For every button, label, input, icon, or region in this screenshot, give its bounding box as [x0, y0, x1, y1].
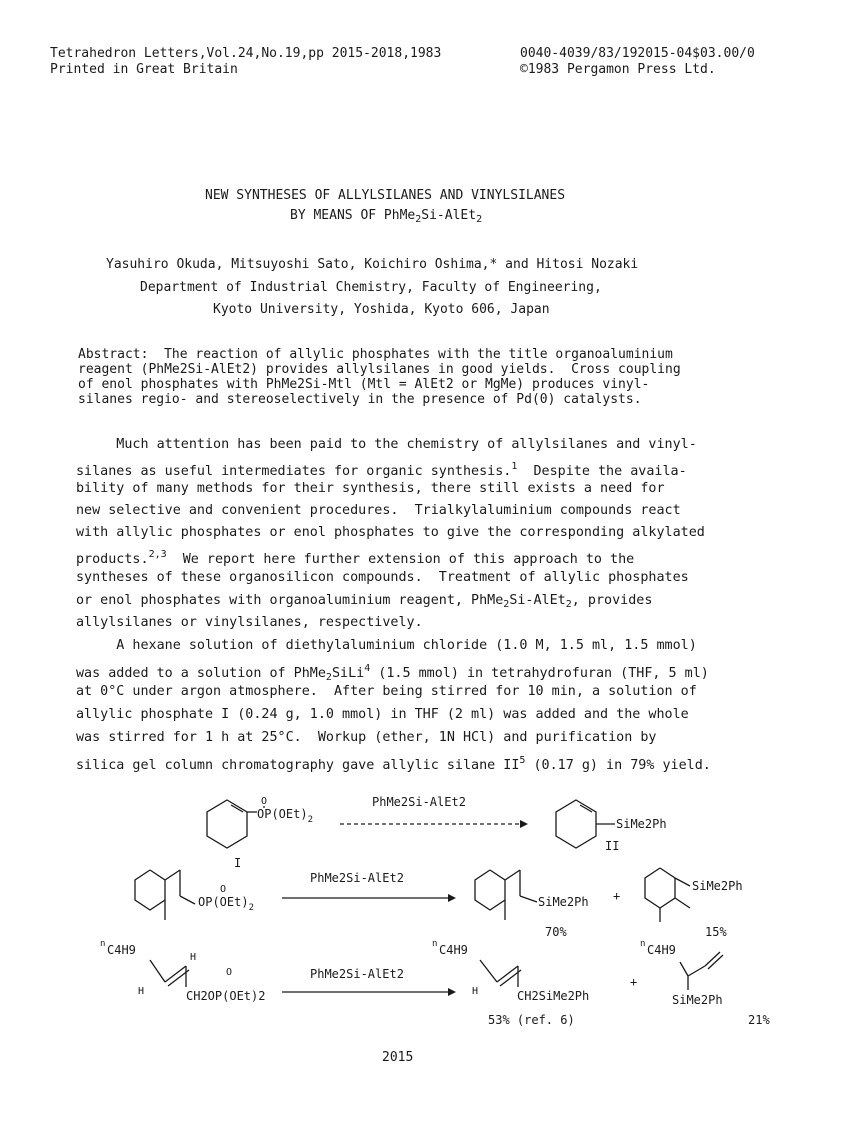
oxo-label: O — [220, 884, 227, 895]
butyl-group: C4H9 — [647, 943, 676, 957]
hydrogen-label: H — [472, 986, 479, 997]
cyclohexene-ring — [556, 800, 596, 848]
body-line: allylsilanes or vinylsilanes, respectively. — [76, 615, 423, 630]
body-line: with allylic phosphates or enol phosphates to give the corresponding alkylated — [76, 525, 705, 540]
compound-label-II: II — [605, 839, 620, 853]
reagent-label: PhMe2Si-AlEt2 — [310, 967, 404, 981]
silyl-group: SiMe2Ph — [616, 817, 667, 831]
oxo-label: O — [261, 796, 268, 807]
n-prefix: n — [432, 939, 438, 949]
affiliation-line2: Kyoto University, Yoshida, Kyoto 606, Japan — [213, 302, 550, 317]
body-line: products.$^{2,3}$ We report here further extension of this approach to the — [76, 549, 635, 567]
yield-label: 53% (ref. 6) — [488, 1013, 575, 1027]
silyl-group: SiMe2Ph — [692, 879, 743, 893]
abstract-line: silanes regio- and stereoselectively in the presence of Pd(0) catalysts. — [78, 392, 642, 407]
paper-subtitle: BY MEANS OF PhMe$_2$Si-AlEt$_2$ — [290, 208, 483, 225]
oxo-label: O — [226, 967, 233, 978]
yield-label: 15% — [705, 925, 727, 939]
printed-in: Printed in Great Britain — [50, 62, 238, 77]
n-prefix: n — [640, 939, 646, 949]
body-line: new selective and convenient procedures. Trialkylaluminium compounds react — [76, 503, 681, 518]
n-prefix: n — [100, 939, 106, 949]
body-line: silica gel column chromatography gave allylic silane $II^5$ (0.17 g) in 79% yield. — [76, 755, 711, 773]
plus-sign: + — [630, 975, 638, 989]
body-line: allylic phosphate I (0.24 g, 1.0 mmol) in THF (2 ml) was added and the whole — [76, 707, 689, 722]
body-line: at 0°C under argon atmosphere. After being stirred for 10 min, a solution of — [76, 684, 697, 699]
page-number: 2015 — [382, 1050, 414, 1065]
reaction-3 — [100, 939, 770, 1027]
silyl-group: SiMe2Ph — [538, 895, 589, 909]
reaction-2 — [135, 868, 743, 939]
yield-label: 70% — [545, 925, 567, 939]
body-line: bility of many methods for their synthesis, there still exists a need for — [76, 481, 665, 496]
article-code: 0040-4039/83/192015-04$03.00/0 — [520, 46, 755, 61]
journal-citation: Tetrahedron Letters,Vol.24,No.19,pp 2015-2018,1983 — [50, 46, 442, 61]
affiliation-line1: Department of Industrial Chemistry, Faculty of Engineering, — [140, 280, 602, 295]
reaction-scheme — [0, 782, 845, 1042]
body-line: silanes as useful intermediates for organic synthesis.$^1$ Despite the availa- — [76, 461, 687, 479]
abstract-line: of enol phosphates with PhMe2Si-Mtl (Mtl = AlEt2 or MgMe) produces vinyl- — [78, 377, 650, 392]
body-line: was stirred for 1 h at 25°C. Workup (ether, 1N HCl) and purification by — [76, 730, 657, 745]
phosphate-group: CH2OP(OEt)2 — [186, 989, 266, 1003]
paper-title: NEW SYNTHESES OF ALLYLSILANES AND VINYLSILANES — [205, 188, 566, 203]
body-line: or enol phosphates with organoaluminium reagent, PhMe$_2$Si-AlEt$_2$, provides — [76, 593, 653, 610]
cyclohexene-ring — [207, 800, 247, 848]
authors: Yasuhiro Okuda, Mitsuyoshi Sato, Koichiro Oshima,* and Hitosi Nozaki — [106, 257, 639, 272]
silyl-group: CH2SiMe2Ph — [517, 989, 590, 1003]
abstract-line: reagent (PhMe2Si-AlEt2) provides allylsilanes in good yields. Cross coupling — [78, 362, 681, 377]
hydrogen-label: H — [138, 986, 145, 997]
body-line: A hexane solution of diethylaluminium chloride (1.0 M, 1.5 ml, 1.5 mmol) — [76, 638, 697, 653]
phosphate-group: $OP(OEt)_2$ — [257, 807, 313, 825]
hydrogen-label: H — [190, 952, 197, 963]
phosphate-group: $OP(OEt)_2$ — [198, 895, 254, 913]
yield-label: 21% — [748, 1013, 770, 1027]
body-line: was added to a solution of PhMe$_2$SiLi$^4$ (1.5 mmol) in tetrahydrofuran (THF, 5 ml) — [76, 663, 709, 683]
compound-label-I: I — [234, 856, 242, 870]
silyl-group: SiMe2Ph — [672, 993, 723, 1007]
body-line: Much attention has been paid to the chemistry of allylsilanes and vinyl- — [76, 437, 697, 452]
plus-sign: + — [613, 889, 621, 903]
butyl-group: C4H9 — [107, 943, 136, 957]
reaction-1 — [207, 795, 667, 870]
copyright: ©1983 Pergamon Press Ltd. — [520, 62, 716, 77]
reagent-label: PhMe2Si-AlEt2 — [372, 795, 466, 809]
butyl-group: C4H9 — [439, 943, 468, 957]
reagent-label: PhMe2Si-AlEt2 — [310, 871, 404, 885]
body-line: syntheses of these organosilicon compounds. Treatment of allylic phosphates — [76, 570, 689, 585]
abstract-line: Abstract: The reaction of allylic phosphates with the title organoaluminium — [78, 347, 673, 362]
